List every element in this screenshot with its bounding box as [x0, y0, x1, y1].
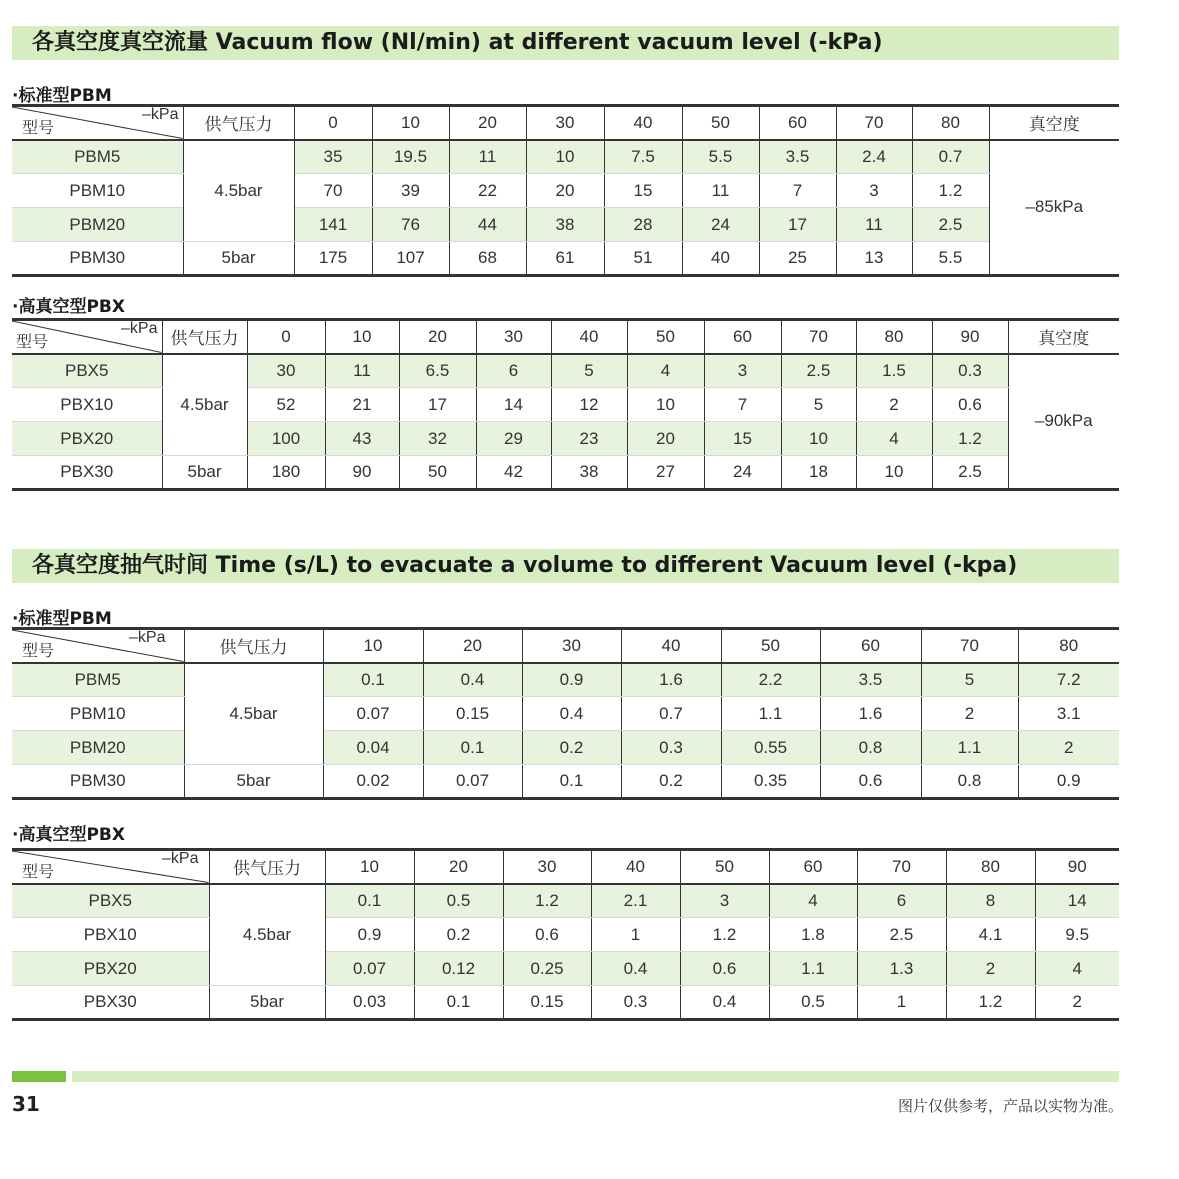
model-cell: PBX5	[12, 354, 162, 388]
value-cell: 0.03	[325, 986, 414, 1020]
value-cell: 4	[627, 354, 704, 388]
level-header: 0	[294, 106, 372, 140]
value-cell: 6	[476, 354, 551, 388]
value-cell: 17	[759, 208, 836, 242]
level-header: 60	[769, 850, 857, 884]
level-header: 20	[449, 106, 526, 140]
model-cell: PBM5	[12, 140, 183, 174]
pbx-time-subtitle: ·高真空型PBX	[12, 825, 125, 845]
value-cell: 12	[551, 388, 627, 422]
value-cell: 1.2	[912, 174, 989, 208]
level-header: 40	[621, 629, 721, 663]
value-cell: 0.12	[414, 952, 503, 986]
value-cell: 0.02	[323, 765, 423, 799]
pressure-cell: 4.5bar	[209, 884, 325, 986]
level-header: 50	[682, 106, 759, 140]
table-row	[12, 986, 1119, 1020]
value-cell: 10	[627, 388, 704, 422]
value-cell: 0.4	[522, 697, 621, 731]
value-cell: 0.35	[721, 765, 820, 799]
value-cell: 0.4	[591, 952, 680, 986]
model-kpa-corner-cell	[12, 106, 183, 140]
pressure-cell: 4.5bar	[183, 140, 294, 242]
value-cell: 7	[704, 388, 781, 422]
table-row	[12, 918, 1119, 952]
pressure-cell: 4.5bar	[184, 663, 323, 765]
pbm-time-subtitle: ·标准型PBM	[12, 609, 112, 629]
value-cell: 2	[1018, 731, 1119, 765]
kpa-label: –kPa	[121, 320, 158, 337]
kpa-label: –kPa	[142, 106, 179, 123]
value-cell: 23	[551, 422, 627, 456]
value-cell: 0.8	[921, 765, 1018, 799]
value-cell: 20	[627, 422, 704, 456]
value-cell: 38	[526, 208, 604, 242]
value-cell: 10	[526, 140, 604, 174]
value-cell: 1.1	[921, 731, 1018, 765]
value-cell: 27	[627, 456, 704, 490]
value-cell: 1.2	[503, 884, 591, 918]
evacuation-time-section-title: 各真空度抽气时间 Time (s/L) to evacuate a volume to different Vacuum level (-kpa)	[12, 549, 1119, 583]
pbx-vacuum-flow-table	[12, 318, 1119, 491]
value-cell: 1	[591, 918, 680, 952]
value-cell: 3.1	[1018, 697, 1119, 731]
pressure-cell: 5bar	[209, 986, 325, 1020]
value-cell: 7.2	[1018, 663, 1119, 697]
value-cell: 76	[372, 208, 449, 242]
model-cell: PBX30	[12, 456, 162, 490]
value-cell: 0.07	[423, 765, 522, 799]
value-cell: 1	[857, 986, 946, 1020]
model-cell: PBM5	[12, 663, 184, 697]
value-cell: 39	[372, 174, 449, 208]
value-cell: 70	[294, 174, 372, 208]
value-cell: 24	[682, 208, 759, 242]
pbx-evacuation-time-table	[12, 848, 1119, 1021]
pbx-flow-subtitle: ·高真空型PBX	[12, 297, 125, 317]
table-row	[12, 663, 1119, 697]
level-header: 20	[414, 850, 503, 884]
kpa-label: –kPa	[162, 850, 199, 867]
value-cell: 2.5	[857, 918, 946, 952]
value-cell: 5.5	[682, 140, 759, 174]
value-cell: 2.5	[912, 208, 989, 242]
model-cell: PBX30	[12, 986, 209, 1020]
value-cell: 180	[247, 456, 325, 490]
level-header: 10	[323, 629, 423, 663]
level-header: 40	[591, 850, 680, 884]
value-cell: 9.5	[1035, 918, 1119, 952]
value-cell: 43	[325, 422, 399, 456]
value-cell: 6	[857, 884, 946, 918]
footer-accent-bar	[12, 1071, 66, 1082]
value-cell: 141	[294, 208, 372, 242]
vacuum-header: 真空度	[1008, 320, 1119, 354]
value-cell: 40	[682, 242, 759, 276]
value-cell: 2.2	[721, 663, 820, 697]
table-row	[12, 765, 1119, 799]
value-cell: 0.6	[820, 765, 921, 799]
value-cell: 90	[325, 456, 399, 490]
value-cell: 0.15	[503, 986, 591, 1020]
value-cell: 2.5	[932, 456, 1008, 490]
value-cell: 0.1	[522, 765, 621, 799]
level-header: 60	[820, 629, 921, 663]
level-header: 90	[1035, 850, 1119, 884]
value-cell: 1.6	[820, 697, 921, 731]
value-cell: 4	[769, 884, 857, 918]
model-label: 型号	[22, 863, 55, 881]
model-cell: PBM30	[12, 765, 184, 799]
value-cell: 1.2	[932, 422, 1008, 456]
pressure-header: 供气压力	[183, 106, 294, 140]
value-cell: 52	[247, 388, 325, 422]
value-cell: 30	[247, 354, 325, 388]
value-cell: 68	[449, 242, 526, 276]
value-cell: 0.1	[423, 731, 522, 765]
value-cell: 0.4	[423, 663, 522, 697]
value-cell: 100	[247, 422, 325, 456]
level-header: 80	[912, 106, 989, 140]
model-cell: PBM10	[12, 174, 183, 208]
value-cell: 2.1	[591, 884, 680, 918]
page-number: 31	[12, 1092, 40, 1116]
value-cell: 0.9	[325, 918, 414, 952]
value-cell: 24	[704, 456, 781, 490]
level-header: 80	[946, 850, 1035, 884]
pbm-vacuum-flow-table	[12, 104, 1119, 277]
model-cell: PBX5	[12, 884, 209, 918]
value-cell: 25	[759, 242, 836, 276]
value-cell: 1.2	[946, 986, 1035, 1020]
value-cell: 0.6	[680, 952, 769, 986]
value-cell: 11	[325, 354, 399, 388]
level-header: 80	[1018, 629, 1119, 663]
value-cell: 0.07	[325, 952, 414, 986]
value-cell: 35	[294, 140, 372, 174]
value-cell: 1.3	[857, 952, 946, 986]
value-cell: 3.5	[759, 140, 836, 174]
value-cell: 3	[836, 174, 912, 208]
pbm-evacuation-time-table	[12, 627, 1119, 800]
value-cell: 22	[449, 174, 526, 208]
value-cell: 2	[921, 697, 1018, 731]
value-cell: 1.8	[769, 918, 857, 952]
value-cell: 3	[704, 354, 781, 388]
level-header: 10	[325, 320, 399, 354]
value-cell: 10	[856, 456, 932, 490]
value-cell: 0.6	[503, 918, 591, 952]
value-cell: 2.4	[836, 140, 912, 174]
value-cell: 0.7	[621, 697, 721, 731]
level-header: 60	[704, 320, 781, 354]
value-cell: 0.9	[1018, 765, 1119, 799]
table-row	[12, 140, 1119, 174]
level-header: 30	[522, 629, 621, 663]
kpa-label: –kPa	[129, 629, 166, 646]
value-cell: 0.7	[912, 140, 989, 174]
level-header: 30	[476, 320, 551, 354]
value-cell: 1.5	[856, 354, 932, 388]
value-cell: 7.5	[604, 140, 682, 174]
level-header: 30	[526, 106, 604, 140]
vacuum-flow-section-title: 各真空度真空流量 Vacuum flow (Nl/min) at different vacuum level (-kPa)	[12, 26, 1119, 60]
value-cell: 0.9	[522, 663, 621, 697]
value-cell: 0.25	[503, 952, 591, 986]
table-row	[12, 697, 1119, 731]
value-cell: 2.5	[781, 354, 856, 388]
level-header: 0	[247, 320, 325, 354]
value-cell: 15	[704, 422, 781, 456]
value-cell: 0.2	[522, 731, 621, 765]
level-header: 70	[781, 320, 856, 354]
value-cell: 0.15	[423, 697, 522, 731]
value-cell: 4	[856, 422, 932, 456]
value-cell: 0.07	[323, 697, 423, 731]
value-cell: 8	[946, 884, 1035, 918]
level-header: 40	[551, 320, 627, 354]
value-cell: 11	[682, 174, 759, 208]
value-cell: 7	[759, 174, 836, 208]
vacuum-header: 真空度	[989, 106, 1119, 140]
value-cell: 0.2	[621, 765, 721, 799]
value-cell: 5.5	[912, 242, 989, 276]
value-cell: 0.55	[721, 731, 820, 765]
value-cell: 0.3	[591, 986, 680, 1020]
level-header: 50	[680, 850, 769, 884]
value-cell: 175	[294, 242, 372, 276]
pressure-cell: 5bar	[184, 765, 323, 799]
pressure-cell: 5bar	[162, 456, 247, 490]
level-header: 50	[721, 629, 820, 663]
value-cell: 1.1	[721, 697, 820, 731]
value-cell: 20	[526, 174, 604, 208]
value-cell: 51	[604, 242, 682, 276]
value-cell: 5	[551, 354, 627, 388]
value-cell: 0.1	[323, 663, 423, 697]
value-cell: 21	[325, 388, 399, 422]
value-cell: 15	[604, 174, 682, 208]
value-cell: 2	[856, 388, 932, 422]
level-header: 80	[856, 320, 932, 354]
level-header: 40	[604, 106, 682, 140]
level-header: 30	[503, 850, 591, 884]
model-cell: PBM20	[12, 731, 184, 765]
table-row	[12, 456, 1119, 490]
pressure-cell: 5bar	[183, 242, 294, 276]
value-cell: 2	[946, 952, 1035, 986]
pressure-header: 供气压力	[162, 320, 247, 354]
model-cell: PBX10	[12, 388, 162, 422]
model-cell: PBM10	[12, 697, 184, 731]
value-cell: 5	[921, 663, 1018, 697]
value-cell: 29	[476, 422, 551, 456]
table-row	[12, 242, 1119, 276]
disclaimer-note: 图片仅供参考，产品以实物为准。	[897, 1097, 1123, 1115]
value-cell: 10	[781, 422, 856, 456]
value-cell: 0.1	[414, 986, 503, 1020]
model-kpa-corner-cell	[12, 320, 162, 354]
value-cell: 107	[372, 242, 449, 276]
table-row	[12, 354, 1119, 388]
vacuum-cell: –85kPa	[989, 140, 1119, 276]
value-cell: 50	[399, 456, 476, 490]
level-header: 70	[921, 629, 1018, 663]
model-cell: PBX10	[12, 918, 209, 952]
value-cell: 0.1	[325, 884, 414, 918]
vacuum-cell: –90kPa	[1008, 354, 1119, 490]
table-row	[12, 952, 1119, 986]
level-header: 10	[372, 106, 449, 140]
value-cell: 0.6	[932, 388, 1008, 422]
value-cell: 11	[449, 140, 526, 174]
model-label: 型号	[22, 119, 55, 137]
value-cell: 0.3	[932, 354, 1008, 388]
table-row	[12, 174, 1119, 208]
value-cell: 18	[781, 456, 856, 490]
table-row	[12, 884, 1119, 918]
level-header: 20	[399, 320, 476, 354]
value-cell: 0.4	[680, 986, 769, 1020]
value-cell: 3.5	[820, 663, 921, 697]
pressure-header: 供气压力	[184, 629, 323, 663]
level-header: 70	[836, 106, 912, 140]
value-cell: 0.5	[769, 986, 857, 1020]
value-cell: 0.04	[323, 731, 423, 765]
value-cell: 1.1	[769, 952, 857, 986]
model-cell: PBX20	[12, 952, 209, 986]
value-cell: 0.2	[414, 918, 503, 952]
model-label: 型号	[22, 642, 55, 660]
table-row	[12, 208, 1119, 242]
level-header: 70	[857, 850, 946, 884]
model-kpa-corner-cell	[12, 629, 184, 663]
value-cell: 32	[399, 422, 476, 456]
level-header: 20	[423, 629, 522, 663]
value-cell: 14	[476, 388, 551, 422]
value-cell: 0.3	[621, 731, 721, 765]
level-header: 60	[759, 106, 836, 140]
pbm-flow-subtitle: ·标准型PBM	[12, 86, 112, 106]
level-header: 10	[325, 850, 414, 884]
value-cell: 4.1	[946, 918, 1035, 952]
value-cell: 11	[836, 208, 912, 242]
value-cell: 0.8	[820, 731, 921, 765]
level-header: 90	[932, 320, 1008, 354]
pressure-header: 供气压力	[209, 850, 325, 884]
model-cell: PBX20	[12, 422, 162, 456]
value-cell: 1.6	[621, 663, 721, 697]
value-cell: 42	[476, 456, 551, 490]
value-cell: 28	[604, 208, 682, 242]
value-cell: 2	[1035, 986, 1119, 1020]
model-kpa-corner-cell	[12, 850, 209, 884]
footer-bar	[72, 1071, 1119, 1082]
level-header: 50	[627, 320, 704, 354]
model-cell: PBM30	[12, 242, 183, 276]
table-row	[12, 731, 1119, 765]
value-cell: 5	[781, 388, 856, 422]
value-cell: 13	[836, 242, 912, 276]
value-cell: 19.5	[372, 140, 449, 174]
value-cell: 38	[551, 456, 627, 490]
pressure-cell: 4.5bar	[162, 354, 247, 456]
value-cell: 4	[1035, 952, 1119, 986]
value-cell: 61	[526, 242, 604, 276]
value-cell: 6.5	[399, 354, 476, 388]
value-cell: 3	[680, 884, 769, 918]
value-cell: 0.5	[414, 884, 503, 918]
value-cell: 44	[449, 208, 526, 242]
model-label: 型号	[16, 333, 49, 351]
value-cell: 1.2	[680, 918, 769, 952]
value-cell: 14	[1035, 884, 1119, 918]
value-cell: 17	[399, 388, 476, 422]
model-cell: PBM20	[12, 208, 183, 242]
